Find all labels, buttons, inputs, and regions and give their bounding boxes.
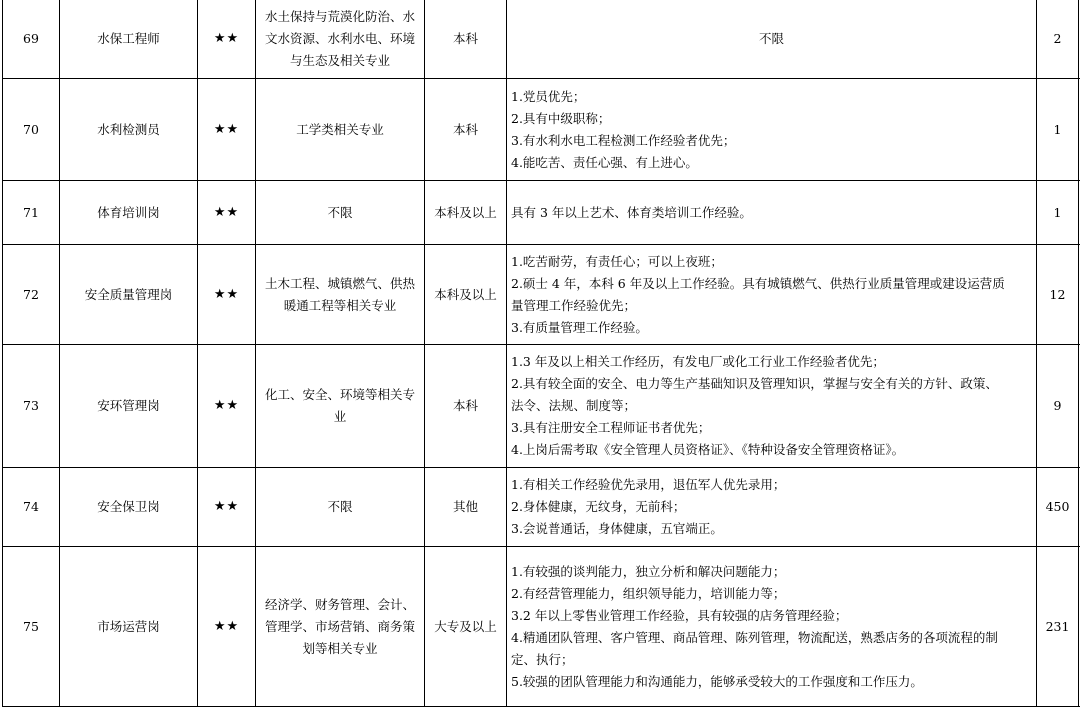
major-line: 暖通工程等相关专业 [262,295,418,317]
major-line: 土木工程、城镇燃气、供热 [262,273,418,295]
major-cell [256,181,425,245]
requirement-line: 定、执行； [511,649,1032,671]
requirement-line: 1.党员优先； [511,86,1032,108]
table-row [3,0,1080,79]
requirements-cell [507,547,1037,707]
table-row [3,79,1080,181]
row-number-cell: 69 [3,0,60,79]
requirement-line: 2.身体健康，无纹身，无前科； [511,496,1032,518]
requirement-line: 1.3 年及以上相关工作经历，有发电厂或化工行业工作经验者优先； [511,351,1032,373]
headcount-cell: 12 [1037,245,1079,345]
requirement-line: 3.有质量管理工作经验。 [511,317,1032,339]
table-row [3,345,1080,468]
row-number-cell: 70 [3,79,60,181]
education-cell: 本科 [425,79,507,181]
requirement-line: 4.上岗后需考取《安全管理人员资格证》、《特种设备安全管理资格证》。 [511,439,1032,461]
major-line: 管理学、市场营销、商务策 [262,616,418,638]
rating-stars-cell: ★★ [198,468,256,547]
major-line: 业 [262,406,418,428]
major-line: 与生态及相关专业 [262,50,418,72]
requirement-line: 3.2 年以上零售业管理工作经验，具有较强的店务管理经验； [511,605,1032,627]
row-number-cell: 72 [3,245,60,345]
job-positions-table [2,0,1080,707]
headcount-cell: 2 [1037,0,1079,79]
rating-stars-cell: ★★ [198,0,256,79]
rating-stars-cell: ★★ [198,245,256,345]
education-cell: 本科及以上 [425,181,507,245]
major-line: 划等相关专业 [262,638,418,660]
education-cell: 本科及以上 [425,245,507,345]
position-name-cell: 市场运营岗 [60,547,198,707]
table-row [3,245,1080,345]
table-row [3,547,1080,707]
requirement-line: 3.具有注册安全工程师证书者优先； [511,417,1032,439]
row-number-cell: 75 [3,547,60,707]
row-number-cell: 71 [3,181,60,245]
requirement-line: 具有 3 年以上艺术、体育类培训工作经验。 [511,202,1032,224]
rating-stars-cell: ★★ [198,181,256,245]
requirements-cell [507,245,1037,345]
requirements-cell [507,79,1037,181]
requirements-cell [507,345,1037,468]
requirement-line: 不限 [511,28,1032,50]
requirement-line: 4.能吃苦、责任心强、有上进心。 [511,152,1032,174]
requirements-cell [507,181,1037,245]
major-line: 不限 [262,202,418,224]
requirement-line: 2.具有中级职称； [511,108,1032,130]
headcount-cell: 9 [1037,345,1079,468]
requirement-line: 2.有经营管理能力，组织领导能力，培训能力等； [511,583,1032,605]
major-cell [256,79,425,181]
position-name-cell: 体育培训岗 [60,181,198,245]
position-name-cell: 水利检测员 [60,79,198,181]
headcount-cell: 231 [1037,547,1079,707]
table-body [3,0,1080,707]
headcount-cell: 1 [1037,181,1079,245]
position-name-cell: 安全保卫岗 [60,468,198,547]
requirements-cell [507,468,1037,547]
major-cell [256,245,425,345]
rating-stars-cell: ★★ [198,345,256,468]
row-number-cell: 73 [3,345,60,468]
requirement-line: 2.硕士 4 年，本科 6 年及以上工作经验。具有城镇燃气、供热行业质量管理或建设运营质 [511,273,1032,295]
row-number-cell: 74 [3,468,60,547]
major-line: 经济学、财务管理、会计、 [262,594,418,616]
major-line: 不限 [262,496,418,518]
requirement-line: 2.具有较全面的安全、电力等生产基础知识及管理知识，掌握与安全有关的方针、政策、 [511,373,1032,395]
requirement-line: 量管理工作经验优先； [511,295,1032,317]
requirement-line: 5.较强的团队管理能力和沟通能力，能够承受较大的工作强度和工作压力。 [511,671,1032,693]
requirements-cell [507,0,1037,79]
education-cell: 本科 [425,0,507,79]
requirement-line: 4.精通团队管理、客户管理、商品管理、陈列管理，物流配送，熟悉店务的各项流程的制 [511,627,1032,649]
table-row [3,181,1080,245]
major-cell [256,345,425,468]
rating-stars-cell: ★★ [198,547,256,707]
education-cell: 其他 [425,468,507,547]
requirement-line: 3.有水利水电工程检测工作经验者优先； [511,130,1032,152]
major-cell [256,468,425,547]
major-line: 工学类相关专业 [262,119,418,141]
rating-stars-cell: ★★ [198,79,256,181]
position-name-cell: 安全质量管理岗 [60,245,198,345]
major-line: 文水资源、水利水电、环境 [262,28,418,50]
table-row [3,468,1080,547]
position-name-cell: 安环管理岗 [60,345,198,468]
requirement-line: 1.有相关工作经验优先录用，退伍军人优先录用； [511,474,1032,496]
requirement-line: 1.吃苦耐劳，有责任心；可以上夜班； [511,251,1032,273]
requirement-line: 3.会说普通话，身体健康，五官端正。 [511,518,1032,540]
position-name-cell: 水保工程师 [60,0,198,79]
education-cell: 本科 [425,345,507,468]
requirement-line: 法令、法规、制度等； [511,395,1032,417]
major-cell [256,0,425,79]
requirement-line: 1.有较强的谈判能力，独立分析和解决问题能力； [511,561,1032,583]
education-cell: 大专及以上 [425,547,507,707]
headcount-cell: 1 [1037,79,1079,181]
headcount-cell: 450 [1037,468,1079,547]
major-line: 化工、安全、环境等相关专 [262,384,418,406]
major-line: 水土保持与荒漠化防治、水 [262,6,418,28]
major-cell [256,547,425,707]
